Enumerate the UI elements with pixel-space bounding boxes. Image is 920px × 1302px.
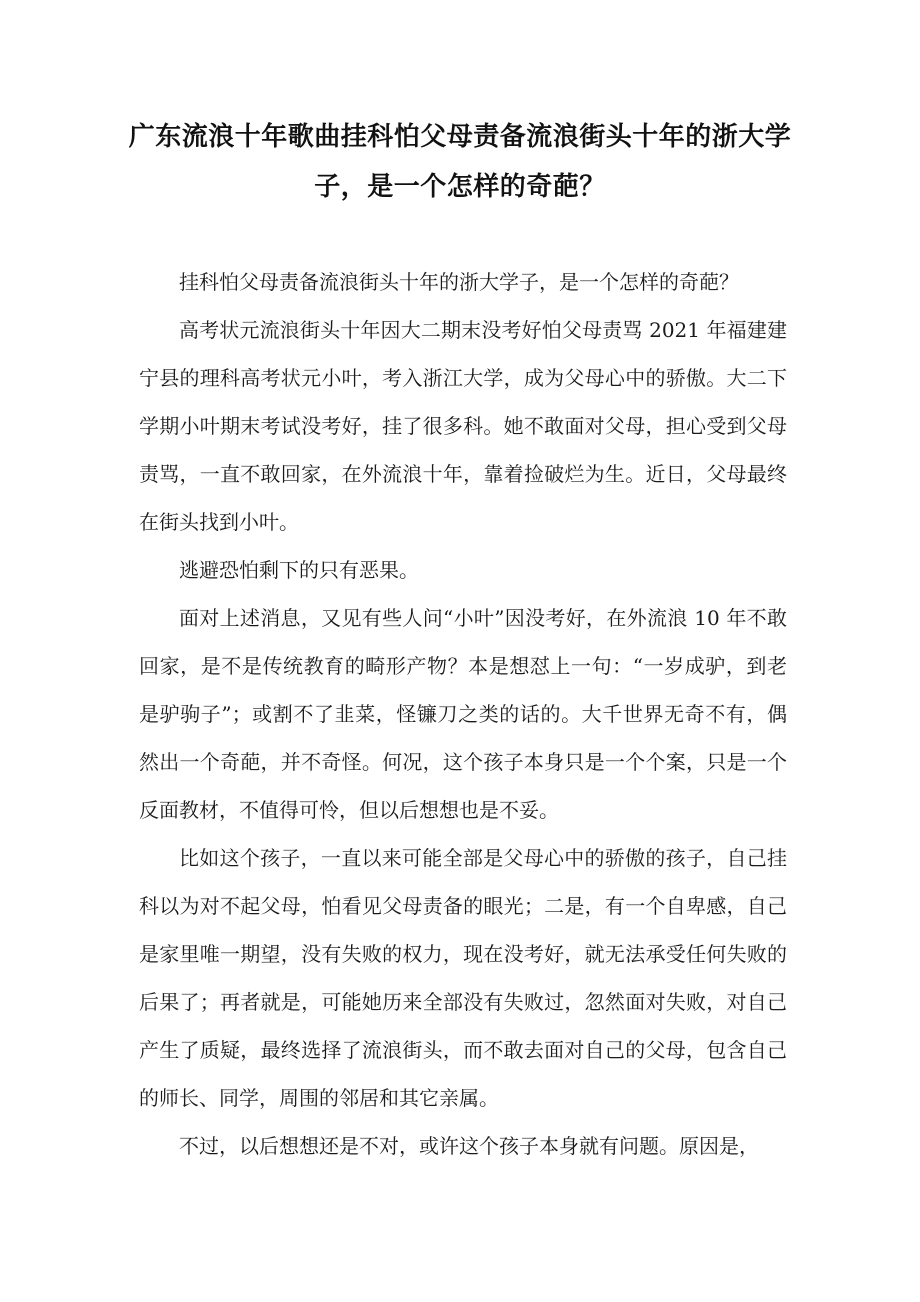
document-body (139, 258, 787, 1170)
document-title: 广东流浪十年歌曲挂科怕父母责备流浪街头十年的浙大学子，是一个怎样的奇葩？ (128, 122, 792, 202)
paragraph-question: 挂科怕父母责备流浪街头十年的浙大学子，是一个怎样的奇葩？ (179, 270, 739, 294)
paragraph-escape: 逃避恐怕剩下的只有恶果。 (179, 558, 419, 582)
paragraph-reflection: 不过，以后想想还是不对，或许这个孩子本身就有问题。原因是， (179, 1134, 759, 1158)
paragraph-response: 面对上述消息，又见有些人问“小叶”因没考好，在外流浪 10 年不敢回家，是不是传统教育的畸形产物？本是想怼上一句：“一岁成驴，到老是驴驹子”；或割不了韭菜，怪镰刀之类的话的。大千世界无奇不有，偶然出一个奇葩，并不奇怪。何况，这个孩子本身只是一个个案，只是一个反面教材，不值得可怜，但以后想想也是不妥。 (139, 606, 787, 822)
paragraph-analysis: 比如这个孩子，一直以来可能全部是父母心中的骄傲的孩子，自己挂科以为对不起父母，怕看见父母责备的眼光；二是，有一个自卑感，自己是家里唯一期望，没有失败的权力，现在没考好，就无法承受任何失败的后果了；再者就是，可能她历来全部没有失败过，忽然面对失败，对自己产生了质疑，最终选择了流浪街头，而不敢去面对自己的父母，包含自己的师长、同学，周围的邻居和其它亲属。 (139, 846, 787, 1110)
paragraph-news: 高考状元流浪街头十年因大二期末没考好怕父母责骂 2021 年福建建宁县的理科高考状元小叶，考入浙江大学，成为父母心中的骄傲。大二下学期小叶期末考试没考好，挂了很多科。她不敢面对父母，担心受到父母责骂，一直不敢回家，在外流浪十年，靠着捡破烂为生。近日，父母最终在街头找到小叶。 (139, 318, 787, 534)
